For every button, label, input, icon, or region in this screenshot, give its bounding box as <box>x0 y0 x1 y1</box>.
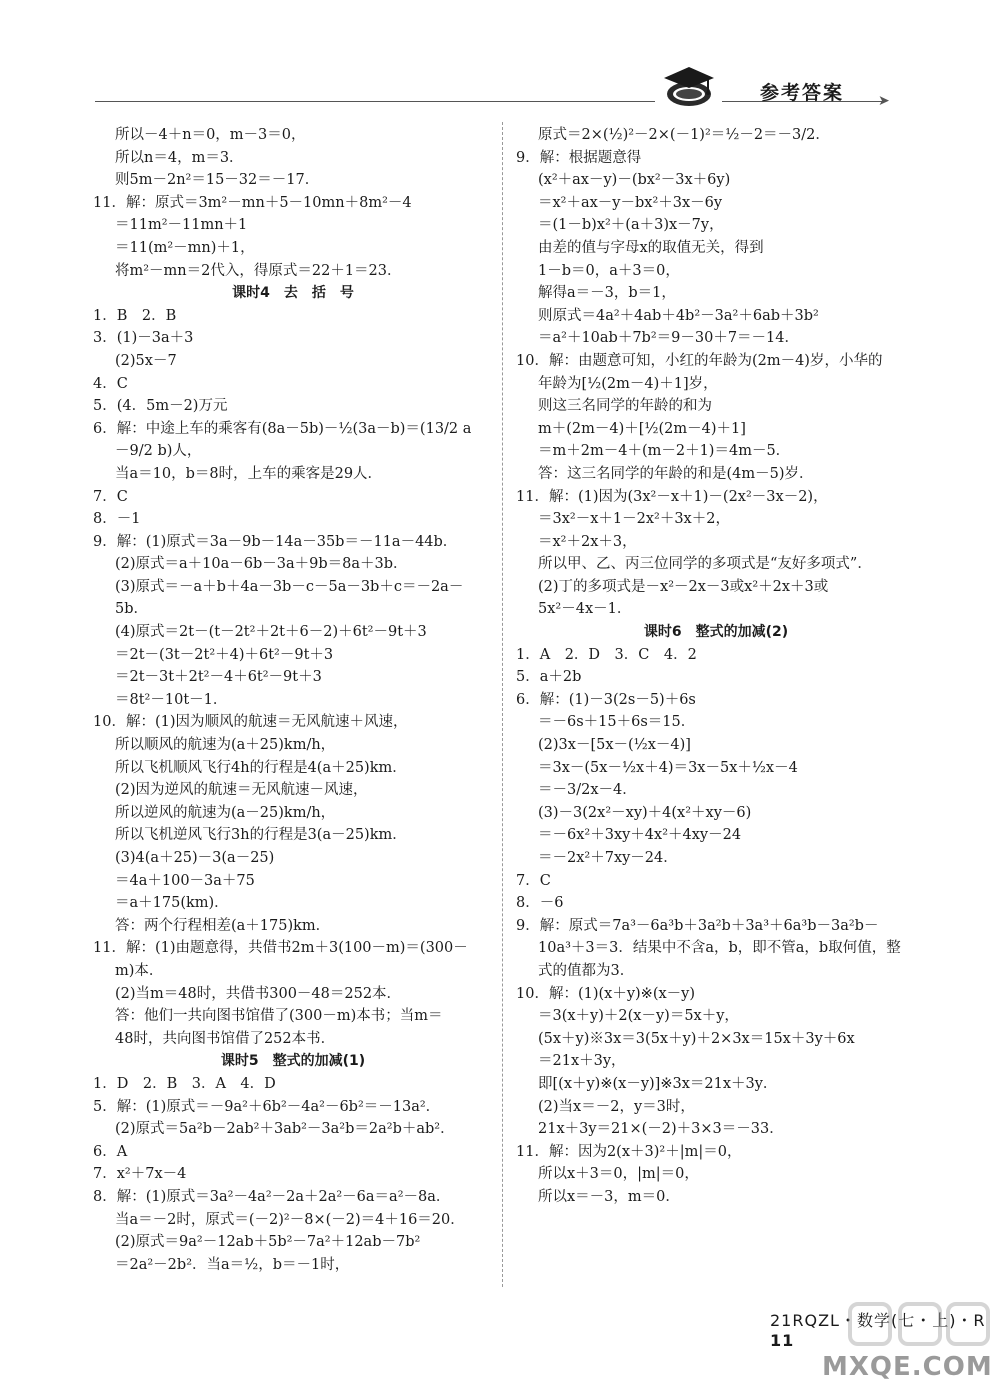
answer-line: 答：他们一共向图书馆借了(300－m)本书；当m＝ <box>115 1008 443 1025</box>
answer-line: 11．解：原式＝3m²－mn＋5－10mn＋8m²－4 <box>93 194 412 211</box>
answer-line: 6．解：中途上车的乘客有(8a－5b)－½(3a－b)＝(13/2 a <box>93 420 472 437</box>
answer-line: 4．C <box>93 375 128 392</box>
answer-line: ＝－2x²＋7xy－24． <box>538 850 678 866</box>
answer-line: 8．－1 <box>93 511 141 528</box>
answer-line: 1．D 2．B 3．A 4．D <box>93 1075 276 1092</box>
answer-line: ＝x²＋ax－y－bx²＋3x－6y <box>538 194 723 211</box>
answer-line: (2)丁的多项式是－x²－2x－3或x²＋2x＋3或 <box>538 578 829 595</box>
answer-line: 当a＝10，b＝8时，上车的乘客是29人． <box>115 465 383 482</box>
answer-line: m＋(2m－4)＋[½(2m－4)＋1] <box>538 420 746 437</box>
answer-line: 1．B 2．B <box>93 307 177 324</box>
footer-book-code: 21RQZL・数学(七・上)・R <box>770 1311 986 1330</box>
answer-line: 所以n＝4，m＝3． <box>115 149 244 166</box>
answer-line: 所以逆风的航速为(a－25)km/h， <box>115 804 336 821</box>
answer-line: 原式＝2×(½)²－2×(－1)²＝½－2＝－3/2． <box>538 127 830 143</box>
answer-line: (x²＋ax－y)－(bx²－3x＋6y) <box>538 172 731 189</box>
answer-line: 48时，共向图书馆借了252本书． <box>115 1030 336 1047</box>
answer-line: (3)原式＝－a＋b＋4a－3b－c－5a－3b＋c＝－2a－ <box>115 578 464 595</box>
answer-line: ＝－6x²＋3xy＋4x²＋4xy－24 <box>538 827 742 844</box>
answer-line: ＝2t－3t＋2t²－4＋6t²－9t＋3 <box>115 669 322 686</box>
lesson-heading: 课时5 整式的加减(1) <box>220 1053 366 1070</box>
answer-line: 1．A 2．D 3．C 4．2 <box>516 646 697 663</box>
answer-line: 7．C <box>93 488 128 505</box>
header-arrow-icon: ➤ <box>878 93 890 109</box>
answer-line: (4)原式＝2t－(t－2t²＋2t＋6－2)＋6t²－9t＋3 <box>115 624 427 641</box>
answer-line: ＝2a²－2b²．当a＝½，b＝－1时， <box>115 1256 350 1273</box>
answer-line: ＝11m²－11mn＋1 <box>115 217 248 234</box>
answer-line: (2)原式＝5a²b－2ab²＋3ab²－3a²b＝2a²b＋ab²． <box>115 1121 455 1138</box>
answer-line: (2)当x＝－2，y＝3时， <box>538 1098 695 1115</box>
answer-line: 将m²－mn＝2代入，得原式＝22＋1＝23． <box>115 262 402 279</box>
answer-line: 5b． <box>115 601 149 618</box>
answer-line: 7．C <box>516 872 551 889</box>
answer-line: 9．解：根据题意得 <box>516 149 642 166</box>
answer-line: －9/2 b)人， <box>115 443 202 460</box>
answer-line: 21x＋3y＝21×(－2)＋3×3＝－33． <box>538 1121 784 1138</box>
answer-line: ＝3x－(5x－½x＋4)＝3x－5x＋½x－4 <box>538 759 798 776</box>
answer-line: (2)因为逆风的航速＝无风航速－风速， <box>115 782 368 799</box>
answer-line: ＝a＋175(km)． <box>115 895 229 912</box>
answer-line: 11．解：(1)由题意得，共借书2m＋3(100－m)＝(300－ <box>93 940 468 957</box>
header-rule-left <box>95 101 655 102</box>
answer-line: 则5m－2n²＝15－32＝－17． <box>115 172 320 189</box>
answer-line: 所以飞机逆风飞行3h的行程是3(a－25)km． <box>115 827 407 844</box>
lesson-heading: 课时4 去 括 号 <box>232 285 354 302</box>
answer-line: 年龄为[½(2m－4)＋1]岁， <box>538 375 718 392</box>
lesson-heading: 课时6 整式的加减(2) <box>643 624 789 641</box>
answer-line: 所以－4＋n＝0，m－3＝0， <box>115 127 306 143</box>
answer-line: 1－b＝0，a＋3＝0， <box>538 262 680 279</box>
answer-line: ＝2t－(3t－2t²＋4)＋6t²－9t＋3 <box>115 646 334 663</box>
header-title: 参考答案 <box>760 82 845 104</box>
answer-line: (3)4(a＋25)－3(a－25) <box>115 850 275 866</box>
answer-line: 式的值都为3． <box>538 962 635 979</box>
answer-line: 6．解：(1)－3(2s－5)＋6s <box>516 691 696 708</box>
answer-line: 所以顺风的航速为(a＋25)km/h， <box>115 737 336 754</box>
answer-line: 所以x＝－3，m＝0． <box>538 1188 680 1205</box>
answer-line: 答：两个行程相差(a＋175)km． <box>115 917 331 934</box>
answer-line: (3)－3(2x²－xy)＋4(x²＋xy－6) <box>538 804 752 821</box>
answer-line: 7．x²＋7x－4 <box>93 1166 187 1183</box>
answer-line: 10．解：(1)(x＋y)※(x－y) <box>516 985 696 1002</box>
answer-line: 10．解：由题意可知，小红的年龄为(2m－4)岁，小华的 <box>516 352 883 369</box>
answer-line: ＝4a＋100－3a＋75 <box>115 872 255 889</box>
answer-line: 10．解：(1)因为顺风的航速＝无风航速＋风速， <box>93 714 408 731</box>
answer-column-right <box>516 124 916 1209</box>
answer-line: 则原式＝4a²＋4ab＋4b²－3a²＋6ab＋3b² <box>538 307 819 324</box>
answer-line: 5．解：(1)原式＝－9a²＋6b²－4a²－6b²＝－13a²． <box>93 1098 441 1115</box>
answer-line: m)本． <box>115 962 164 979</box>
answer-line: ＝m＋2m－4＋(m－2＋1)＝4m－5． <box>538 443 791 460</box>
answer-line: ＝－6s＋15＋6s＝15． <box>538 714 696 731</box>
answer-line: (2)当m＝48时，共借书300－48＝252本． <box>115 985 402 1002</box>
answer-line: (2)原式＝9a²－12ab＋5b²－7a²＋12ab－7b² <box>115 1234 421 1251</box>
answer-line: 9．解：原式＝7a³－6a³b＋3a²b＋3a³＋6a³b－3a²b－ <box>516 917 879 934</box>
answer-line: 10a³＋3＝3．结果中不含a，b，即不管a，b取何值，整 <box>538 940 901 957</box>
answer-line: 当a＝－2时，原式＝(－2)²－8×(－2)＝4＋16＝20． <box>115 1211 465 1228</box>
column-divider <box>502 122 503 1287</box>
answer-line: 即[(x＋y)※(x－y)]※3x＝21x＋3y． <box>538 1075 778 1092</box>
answer-line: 5．(4．5m－2)万元 <box>93 398 228 415</box>
answer-line: ＝x²＋2x＋3， <box>538 533 637 550</box>
answer-line: 答：这三名同学的年龄的和是(4m－5)岁． <box>538 465 814 482</box>
answer-line: 所以飞机顺风飞行4h的行程是4(a＋25)km． <box>115 759 407 776</box>
answer-line: ＝11(m²－mn)＋1， <box>115 239 255 256</box>
answer-line: 由差的值与字母x的取值无关，得到 <box>538 239 764 256</box>
answer-line: 11．解：因为2(x＋3)²＋|m|＝0， <box>516 1143 742 1160</box>
answer-line: 8．解：(1)原式＝3a²－4a²－2a＋2a²－6a＝a²－8a． <box>93 1188 451 1205</box>
page-number: 11 <box>770 1331 795 1350</box>
answer-line: 所以x＋3＝0，|m|＝0， <box>538 1166 699 1183</box>
graduation-cap-logo-icon <box>660 64 718 110</box>
answer-column-left <box>93 124 493 1276</box>
answer-line: (2)5x－7 <box>115 352 177 369</box>
answer-line: ＝8t²－10t－1． <box>115 691 228 708</box>
answer-line: 5．a＋2b <box>516 669 582 686</box>
answer-line: 则这三名同学的年龄的和为 <box>538 398 712 415</box>
answer-line: ＝－3/2x－4． <box>538 782 637 799</box>
answer-line: 解得a＝－3，b＝1， <box>538 285 676 302</box>
answer-line: ＝21x＋3y， <box>538 1053 626 1070</box>
answer-line: 3．(1)－3a＋3 <box>93 330 194 347</box>
answer-line: ＝a²＋10ab＋7b²＝9－30＋7＝－14． <box>538 330 800 347</box>
answer-line: 9．解：(1)原式＝3a－9b－14a－35b＝－11a－44b． <box>93 533 458 550</box>
answer-line: 所以甲、乙、丙三位同学的多项式是“友好多项式”． <box>538 556 872 573</box>
answer-line: 11．解：(1)因为(3x²－x＋1)－(2x²－3x－2)， <box>516 488 828 505</box>
watermark-text: MXQE.COM <box>822 1352 993 1382</box>
answer-line: ＝3(x＋y)＋2(x－y)＝5x＋y， <box>538 1008 739 1025</box>
answer-line: ＝3x²－x＋1－2x²＋3x＋2， <box>538 511 730 528</box>
answer-line: 8．－6 <box>516 895 564 912</box>
answer-line: (5x＋y)※3x＝3(5x＋y)＋2×3x＝15x＋3y＋6x <box>538 1030 855 1047</box>
answer-line: (2)3x－[5x－(½x－4)] <box>538 737 691 754</box>
answer-line: 5x²－4x－1． <box>538 601 632 618</box>
answer-line: 6．A <box>93 1143 128 1160</box>
answer-line: (2)原式＝a＋10a－6b－3a＋9b＝8a＋3b． <box>115 556 408 573</box>
answer-line: ＝(1－b)x²＋(a＋3)x－7y， <box>538 217 724 234</box>
